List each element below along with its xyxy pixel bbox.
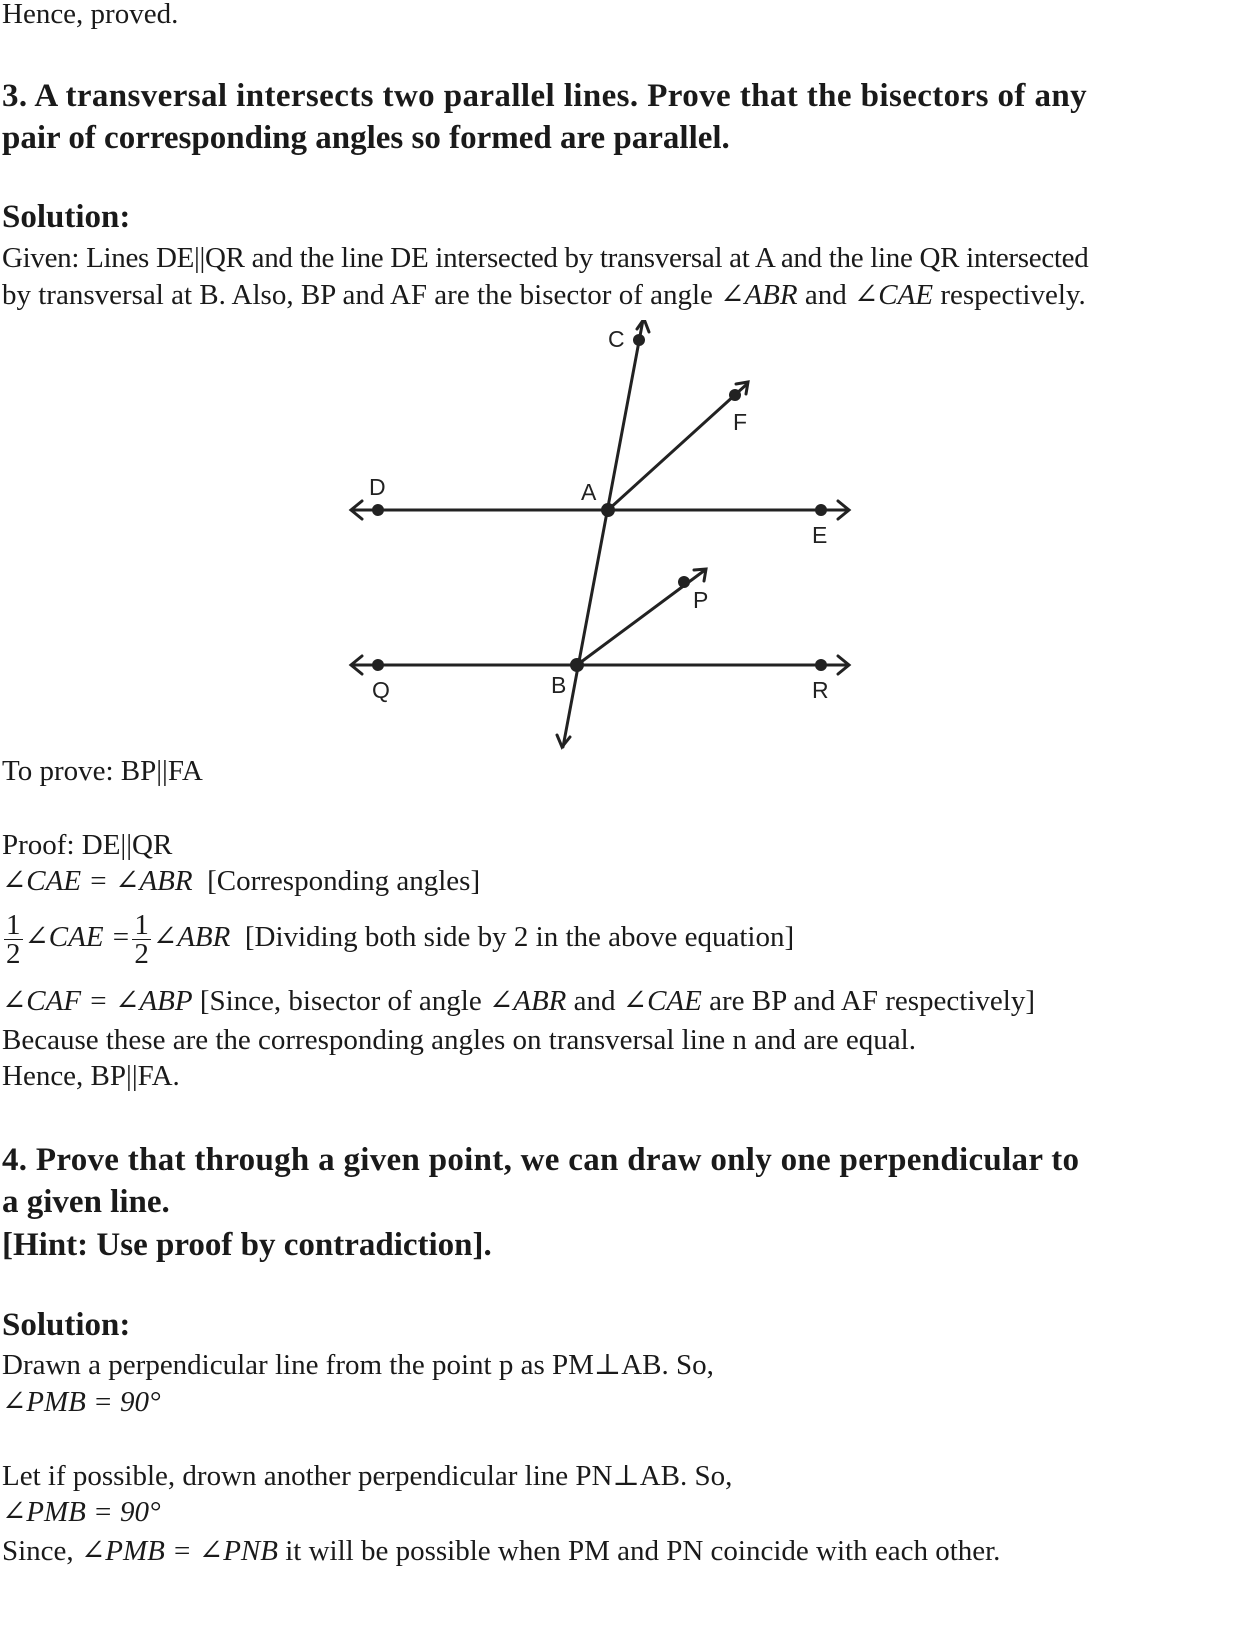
point-p xyxy=(678,576,690,588)
proof-eq2-left: ∠CAE = xyxy=(24,921,131,953)
point-d xyxy=(372,504,384,516)
q4-conclusion: it will be possible when PM and PN coincide with each other. xyxy=(277,1535,1001,1567)
q3-given-line2 xyxy=(2,277,1086,313)
q3-given-line1: Given: Lines DE||QR and the line DE intersected by transversal at A and the line QR intersected xyxy=(2,242,1089,274)
angle-cae: ∠CAE xyxy=(853,279,934,311)
point-e xyxy=(815,504,827,516)
given-text-c: respectively. xyxy=(933,279,1086,311)
q3-heading-line2: pair of corresponding angles so formed are parallel. xyxy=(2,120,730,156)
transversal xyxy=(563,320,643,747)
prev-closing: Hence, proved. xyxy=(2,0,179,30)
point-q xyxy=(372,659,384,671)
q3-proof-line4 xyxy=(2,983,1035,1019)
proof-eq1: ∠CAE = ∠ABR xyxy=(2,865,193,897)
proof-eq2-right: ∠ABR xyxy=(152,921,231,953)
proof-reason3-c: are BP and AF respectively] xyxy=(701,985,1035,1017)
q4-heading-line2: a given line. xyxy=(2,1184,170,1220)
label-d: D xyxy=(369,474,386,500)
q4-eq2: ∠PMB = 90° xyxy=(2,1496,161,1528)
label-r: R xyxy=(812,677,829,703)
q4-eq1: ∠PMB = 90° xyxy=(2,1386,161,1418)
point-a xyxy=(601,503,615,517)
given-text-b: and xyxy=(797,279,854,311)
q3-proof-line5: Because these are the corresponding angles on transversal line n and are equal. xyxy=(2,1024,916,1056)
point-b xyxy=(570,658,584,672)
point-r xyxy=(815,659,827,671)
q4-line3: Let if possible, drown another perpendicular line PN⊥AB. So, xyxy=(2,1460,733,1492)
proof-reason2: [Dividing both side by 2 in the above equation] xyxy=(244,921,795,953)
point-c xyxy=(633,334,645,346)
half-fraction-1: $\frac{1}{2}$ xyxy=(6,908,21,970)
q3-solution-label: Solution: xyxy=(2,199,131,235)
label-a: A xyxy=(581,479,597,505)
label-f: F xyxy=(733,409,748,435)
transversal-diagram xyxy=(340,320,920,780)
q4-eq3: ∠PMB = ∠PNB xyxy=(80,1535,278,1567)
proof-reason3-b: and xyxy=(566,985,623,1017)
angle-abr: ∠ABR xyxy=(720,279,798,311)
q3-proof-line3 xyxy=(2,902,794,972)
q4-solution-label: Solution: xyxy=(2,1307,131,1343)
proof-reason1: [Corresponding angles] xyxy=(207,865,481,897)
q3-proof-line2 xyxy=(2,863,480,899)
label-c: C xyxy=(608,326,625,352)
label-e: E xyxy=(812,522,828,548)
q3-heading-line1: 3. A transversal intersects two parallel lines. Prove that the bisectors of any xyxy=(2,78,1088,114)
q3-proof-line6: Hence, BP||FA. xyxy=(2,1060,180,1092)
q4-since: Since, xyxy=(2,1535,81,1567)
half-fraction-2: $\frac{1}{2}$ xyxy=(134,908,149,970)
given-text-a: by transversal at B. Also, BP and AF are the bisector of angle xyxy=(2,279,721,311)
q4-line5 xyxy=(2,1533,1000,1569)
q4-heading-line1: 4. Prove that through a given point, we can draw only one perpendicular to xyxy=(2,1142,1080,1178)
q4-heading-hint: [Hint: Use proof by contradiction]. xyxy=(2,1227,492,1263)
proof-angle-abr: ∠ABR xyxy=(488,985,567,1017)
proof-angle-cae: ∠CAE xyxy=(622,985,702,1017)
proof-eq3: ∠CAF = ∠ABP xyxy=(2,985,193,1017)
q3-to-prove: To prove: BP||FA xyxy=(2,755,203,787)
label-q: Q xyxy=(372,677,390,703)
point-f xyxy=(729,389,741,401)
label-b: B xyxy=(551,672,567,698)
q3-proof-line1: Proof: DE||QR xyxy=(2,829,173,861)
label-p: P xyxy=(693,587,709,613)
proof-reason3-a: [Since, bisector of angle xyxy=(192,985,489,1017)
q4-line1: Drawn a perpendicular line from the point p as PM⊥AB. So, xyxy=(2,1349,714,1381)
